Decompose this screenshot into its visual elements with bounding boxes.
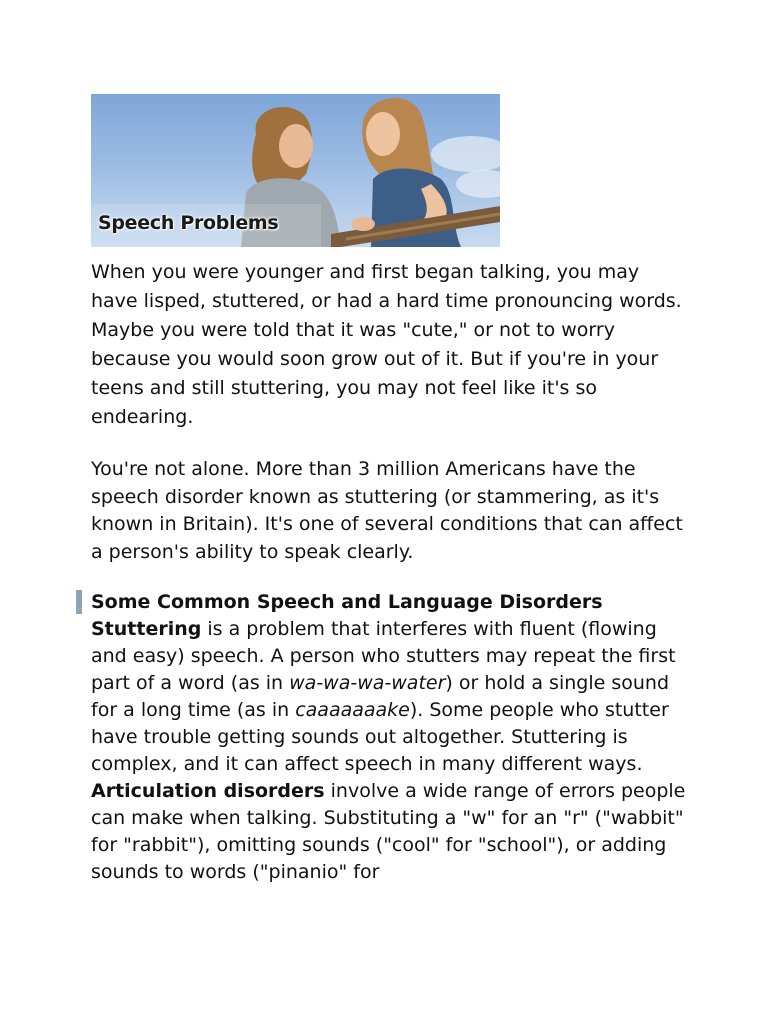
intro-paragraph: When you were younger and first began talking, you may have lisped, stuttered, or had a hard time pronouncing words. Maybe you were told that it was "cute," or not to worry because you would soon grow out of it. But if you're in your teens and still stuttering, you may not feel like it's so endearing. — [91, 261, 682, 428]
second-paragraph: You're not alone. More than 3 million Americans have the speech disorder known as stuttering (or stammering, as it's known in Britain). It's one of several conditions that can affect a person's ability to speak clearly. — [91, 458, 683, 563]
section-heading: Some Common Speech and Language Disorders — [91, 591, 603, 613]
stuttering-example-2: caaaaaaake — [295, 699, 410, 721]
stuttering-text-2: ) or hold a single sound for a long time (as in — [91, 672, 670, 721]
stuttering-term: Stuttering — [91, 618, 202, 640]
stuttering-text-3: ). Some people who stutter have trouble getting sounds out altogether. Stuttering is complex, and it can affect speech in many different ways. — [91, 699, 669, 775]
stuttering-text-1: is a problem that interferes with fluent (flowing and easy) speech. A person who stutters may repeat the first part of a word (as in — [91, 618, 676, 694]
articulation-paragraph — [91, 778, 691, 886]
banner-image — [91, 94, 500, 247]
stuttering-example-1: wa-wa-wa-water — [289, 672, 446, 694]
banner-caption: Speech Problems — [98, 212, 279, 234]
section-marker-bar — [76, 590, 82, 614]
disorders-section — [91, 589, 691, 886]
articulation-text-1: involve a wide range of errors people can make when talking. Substituting a "w" for an "r" ("wabbit" for "rabbit"), omitting sounds ("cool" for "school"), or adding sounds to words ("pinanio" for — [91, 780, 686, 883]
stuttering-paragraph — [91, 616, 691, 778]
articulation-term: Articulation disorders — [91, 780, 325, 802]
